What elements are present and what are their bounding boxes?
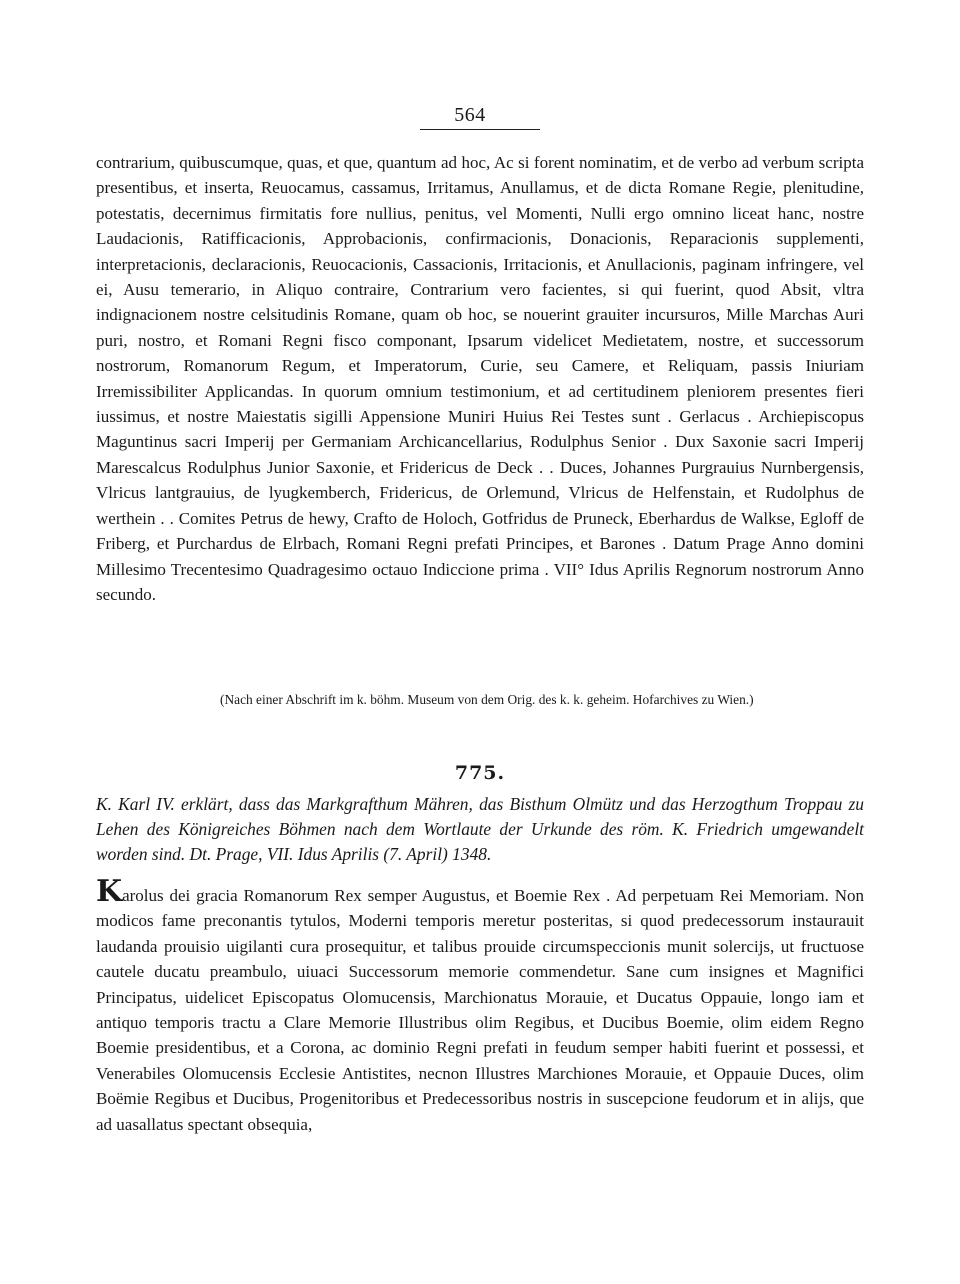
initial-letter: K [96, 874, 123, 909]
document-body-text: arolus dei gracia Romanorum Rex semper Augustus, et Boemie Rex . Ad perpetuam Rei Memoriam. Non modicos fame preconantis tytulos, Moderni temporis meretur posteritas, si quod predecessorum instaurauit laudanda prouisio uigilanti cura prosequitur, et talibus prouide circumspeccionis munit solercijs, ut fructuose cautele ducatu preambulo, uiuaci Successorum memorie commendetur. Sane cum insignes et Magnifici Principatus, uidelicet Episcopatus Olomucensis, Marchionatus Morauie, et Ducatus Oppauie, longo iam et antiquo temporis tractu a Clare Memorie Illustribus olim Regibus, et Ducibus Boemie, olim eidem Regno Boemie presidentibus, et a Corona, ac dominio Regni prefati in feudum semper habiti fuerint et possessi, et Venerabiles Olomucensis Ecclesie Antistites, necnon Illustres Marchiones Morauie, et Oppauie Duces, olim Boëmie Regibus et Ducibus, Progenitoribus et Predecessoribus nostris in suscepcione feudorum et in alijs, que ad uasallatus spectant obsequia, [96, 886, 864, 1134]
page-number: 564 [454, 104, 486, 126]
page-header [0, 104, 960, 144]
document-body [96, 874, 864, 1137]
header-rule [420, 129, 540, 130]
document-number: 775. [454, 762, 506, 784]
document-summary: K. Karl IV. erklärt, dass das Markgrafthum Mähren, das Bisthum Olmütz und das Herzogthum Troppau zu Lehen des Königreiches Böhmen nach dem Wortlaute der Urkunde des röm. K. Friedrich umgewandelt worden sind. Dt. Prage, VII. Idus Aprilis (7. April) 1348. [96, 794, 864, 864]
source-note: (Nach einer Abschrift im k. böhm. Museum von dem Orig. des k. k. geheim. Hofarchives zu Wien.) [220, 692, 754, 707]
continuation-paragraph: contrarium, quibuscumque, quas, et que, quantum ad hoc, Ac si forent nominatim, et de verbo ad verbum scripta presentibus, et inserta, Reuocamus, cassamus, Irritamus, Anullamus, et de dicta Romane Regie, plenitudine, potestatis, decernimus firmitatis fore nullius, penitus, vel Momenti, Nulli ergo omnino liceat hanc, nostre Laudacionis, Ratifficacionis, Approbacionis, confirmacionis, Donacionis, Reparacionis supplementi, interpretacionis, declaracionis, Reuocacionis, Cassacionis, Irritacionis, et Anullacionis, paginam infringere, vel ei, Ausu temerario, in Aliquo contraire, Contrarium vero facientes, si qui fuerint, quod Absit, vltra indignacionem nostre celsitudinis Romane, quam ob hoc, se nouerint grauiter incursuros, Mille Marchas Auri puri, nostro, et Romani Regni fisco componant, Ipsarum videlicet Medietatem, nostre, et successorum nostrorum, Romanorum Regum, et Imperatorum, Curie, seu Camere, et Reliquam, passis Iniuriam Irremissibiliter Applicandas. In quorum omnium testimonium, et ad certitudinem pleniorem presentes fieri iussimus, et nostre Maiestatis sigilli Appensione Muniri Huius Rei Testes sunt . Gerlacus . Archiepiscopus Maguntinus sacri Imperij per Germaniam Archicancellarius, Rodulphus Senior . Dux Saxonie sacri Imperij Marescalcus Rodulphus Junior Saxonie, et Fridericus de Deck . . Duces, Johannes Purgrauius Nurnbergensis, Vlricus lantgrauius, de lyugkemberch, Fridericus, de Orlemund, Vlricus de Helfenstain, et Rudolphus de werthein . . Comites Petrus de hewy, Crafto de Holoch, Gotfridus de Pruneck, Eberhardus de Walkse, Egloff de Friberg, et Purchardus de Elrbach, Romani Regni prefati Principes, et Barones . Datum Prage Anno domini Millesimo Trecentesimo Quadragesimo octauo Indiccione prima . VII° Idus Aprilis Regnorum nostrorum Anno secundo. [96, 153, 864, 604]
